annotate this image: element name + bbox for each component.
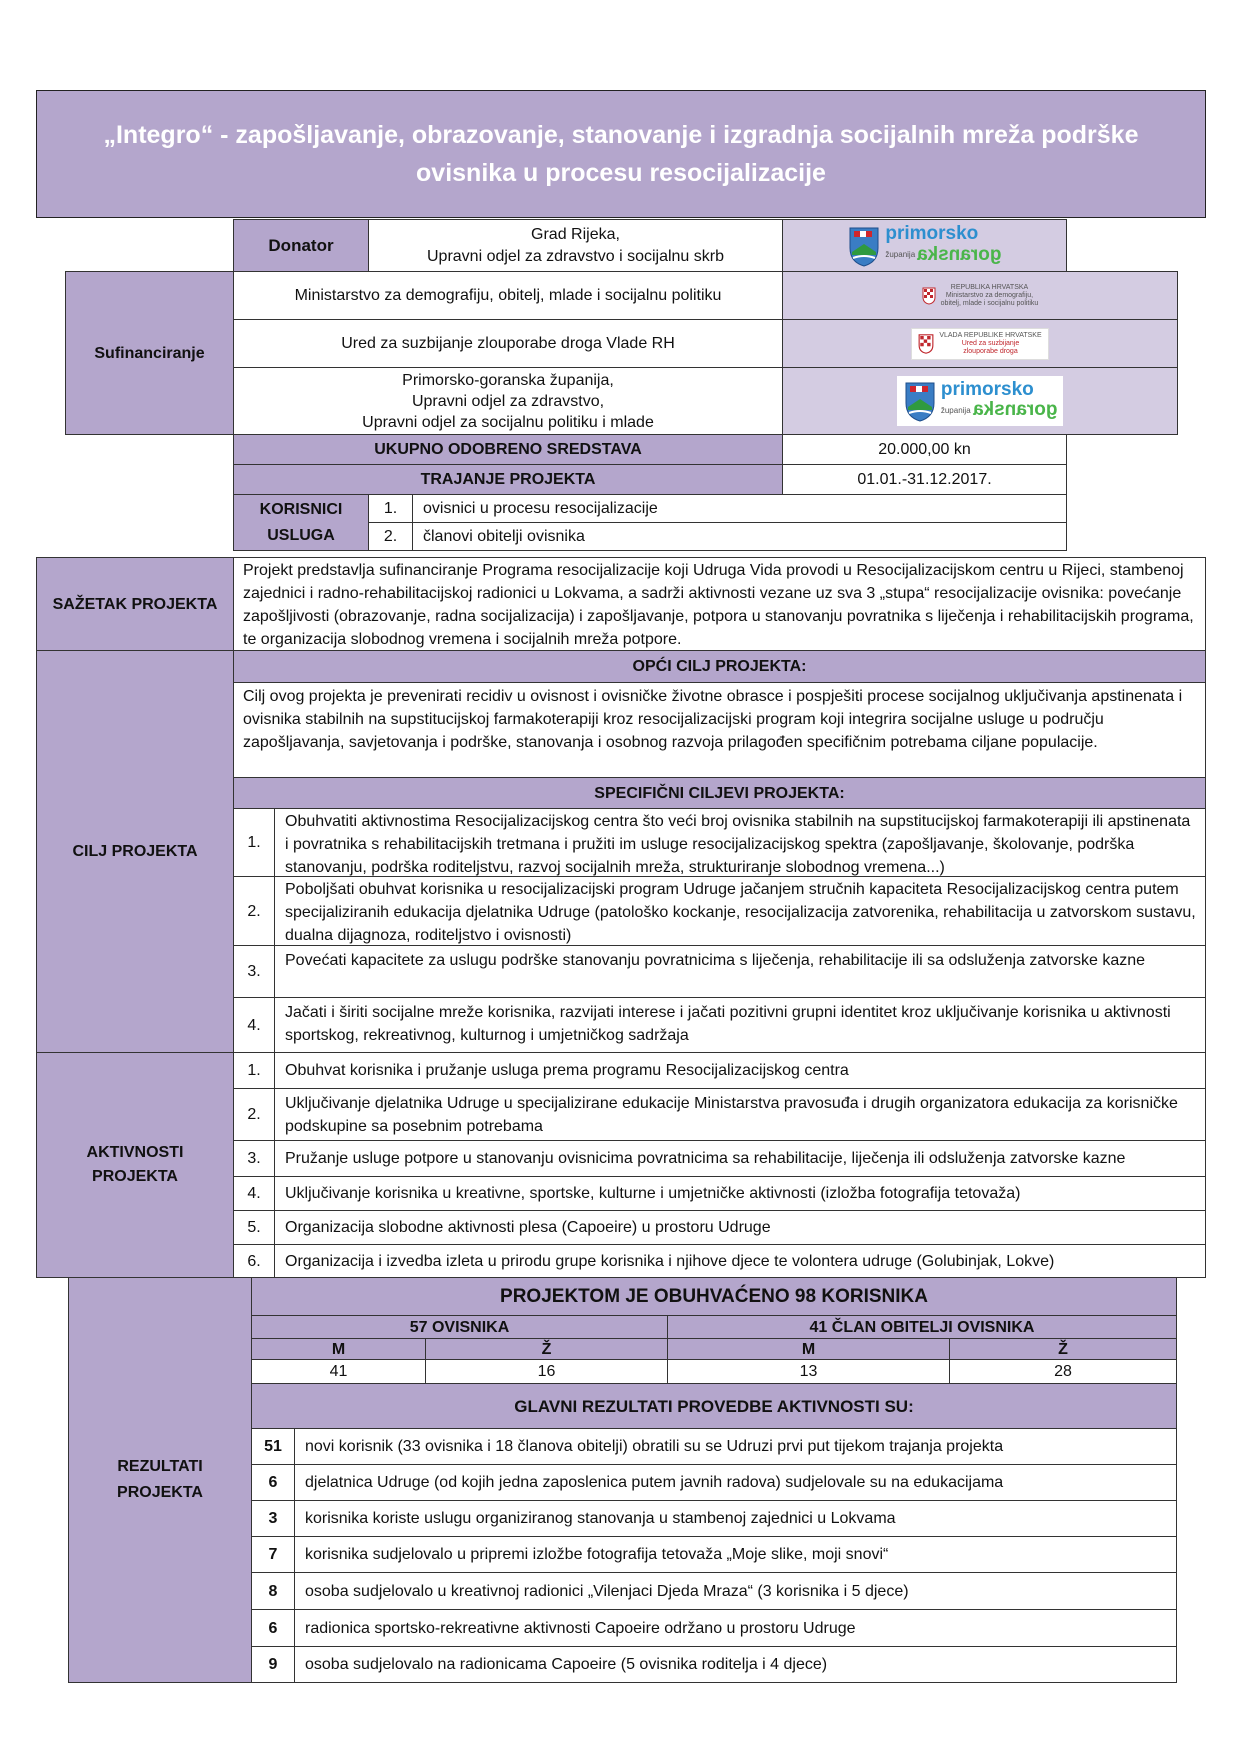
result-num-7: 9 <box>251 1646 295 1683</box>
specific-goal-num-1: 1. <box>233 808 275 877</box>
cofinancing-label: Sufinanciranje <box>65 271 234 435</box>
pgz-logo <box>847 224 1001 268</box>
ministry-logo <box>922 284 1039 308</box>
page-title <box>36 90 1206 218</box>
result-num-3: 3 <box>251 1500 295 1537</box>
activities-label <box>36 1052 234 1278</box>
funding-label: UKUPNO ODOBRENO SREDSTAVA <box>233 434 783 465</box>
specific-goal-num-2: 2. <box>233 876 275 946</box>
activity-1: Obuhvat korisnika i pružanje usluga prema programu Resocijalizacijskog centra <box>274 1052 1206 1089</box>
pgz-logo-mirror-2: goranska <box>972 399 1058 420</box>
ured-logo-cell <box>782 319 1178 368</box>
duration-label: TRAJANJE PROJEKTA <box>233 464 783 495</box>
result-7: osoba sudjelovalo na radionicama Capoeire (5 ovisnika roditelja i 4 djece) <box>294 1646 1177 1683</box>
coat-of-arms-icon <box>847 224 881 268</box>
activity-3: Pružanje usluge potpore u stanovanju ovisnicima povratnicima sa rehabilitacije, liječenja ili odsluženja zatvorske kazne <box>274 1140 1206 1177</box>
activity-num-5: 5. <box>233 1210 275 1245</box>
pgz-logo-2 <box>897 376 1063 426</box>
donor-name <box>368 219 783 272</box>
result-5: osoba sudjelovalo u kreativnoj radionici „Vilenjaci Djeda Mraza“ (3 korisnika i 5 djece) <box>294 1572 1177 1610</box>
specific-goals-heading: SPECIFIČNI CILJEVI PROJEKTA: <box>233 777 1206 809</box>
ured-logo-line1: VLADA REPUBLIKE HRVATSKE <box>939 331 1042 339</box>
ministry-logo-cell <box>782 271 1178 320</box>
ured-logo <box>911 328 1048 360</box>
pgz-logo-small-2: županija <box>940 405 971 415</box>
result-num-2: 6 <box>251 1464 295 1501</box>
result-num-6: 6 <box>251 1609 295 1647</box>
activity-2: Uključivanje djelatnika Udruge u specijalizirane edukacije Ministarstva pravosuđa i drugih organizatora edukacija za korisničke podskupine sa posebnim potrebama <box>274 1088 1206 1141</box>
results-group-addicts: 57 OVISNIKA <box>251 1315 668 1339</box>
specific-goal-1: Obuhvatiti aktivnostima Resocijalizacijskog centra što veći broj ovisnika stabilnih na supstitucijskoj farmakoterapiji ili apstinenata i povratnika s rehabilitacijskih tretmana i pružiti im usluge resocijalizacijskog spektra (zapošljavanje, školovanje, podrška stanovanju, podrška roditeljstvu, razvoj socijalnih mreža, strukturiranje slobodnog vremena...) <box>274 808 1206 877</box>
activity-num-2: 2. <box>233 1088 275 1141</box>
pgz-logo-word-2: primorsko <box>940 378 1034 400</box>
ured-logo-line3: zlouporabe droga <box>963 347 1018 355</box>
main-results-heading: GLAVNI REZULTATI PROVEDBE AKTIVNOSTI SU: <box>251 1383 1177 1429</box>
results-g2-z-header: Ž <box>949 1338 1177 1360</box>
cofinancing-pgz-line2: Upravni odjel za zdravstvo, <box>411 392 605 410</box>
results-label-text: REZULTATI PROJEKTA <box>117 1458 203 1501</box>
results-label <box>68 1277 252 1683</box>
result-2: djelatnica Udruge (od kojih jedna zaposlenica putem javnih radova) sudjelovale su na edukacijama <box>294 1464 1177 1501</box>
result-4: korisnika sudjelovalo u pripremi izložbe fotografija tetovaža „Moje slike, moji snovi“ <box>294 1536 1177 1573</box>
general-goal-heading: OPĆI CILJ PROJEKTA: <box>233 650 1206 683</box>
duration-value: 01.01.-31.12.2017. <box>782 464 1067 495</box>
activity-num-6: 6. <box>233 1244 275 1278</box>
result-num-4: 7 <box>251 1536 295 1573</box>
results-covered: PROJEKTOM JE OBUHVAĆENO 98 KORISNIKA <box>251 1277 1177 1316</box>
results-group-family: 41 ČLAN OBITELJI OVISNIKA <box>667 1315 1177 1339</box>
goal-label: CILJ PROJEKTA <box>36 650 234 1053</box>
cofinancing-pgz-line1: Primorsko-goranska županija, <box>402 371 614 389</box>
results-g1-m-header: M <box>251 1338 426 1360</box>
ministry-logo-line2: Ministarstvo za demografiju, <box>945 291 1034 299</box>
results-g2-m-header: M <box>667 1338 950 1360</box>
croatian-coat-of-arms-icon <box>922 287 936 305</box>
users-num-2: 2. <box>368 522 413 551</box>
specific-goal-num-4: 4. <box>233 997 275 1053</box>
pgz-logo-small: županija <box>885 250 916 259</box>
cofinancing-item-pgz <box>233 367 783 435</box>
croatian-coat-of-arms-icon <box>918 333 934 355</box>
specific-goal-3: Povećati kapacitete za uslugu podrške stanovanju povratnicima s liječenja, rehabilitacije ili sa odsluženja zatvorske kazne <box>274 945 1206 998</box>
ured-logo-line2: Ured za suzbijanje <box>961 339 1020 347</box>
donor-label: Donator <box>233 219 369 272</box>
users-item-1: ovisnici u procesu resocijalizacije <box>412 494 1067 523</box>
result-3: korisnika koriste uslugu organiziranog stanovanja u stambenoj zajednici u Lokvama <box>294 1500 1177 1537</box>
pgz-logo-cell-2 <box>782 367 1178 435</box>
ministry-logo-line3: obitelj, mlade i socijalnu politiku <box>940 299 1039 307</box>
summary-label: SAŽETAK PROJEKTA <box>36 557 234 651</box>
activity-5: Organizacija slobodne aktivnosti plesa (Capoeire) u prostoru Udruge <box>274 1210 1206 1245</box>
users-label: KORISNICI USLUGA <box>233 494 369 551</box>
funding-value: 20.000,00 kn <box>782 434 1067 465</box>
general-goal-text: Cilj ovog projekta je prevenirati recidiv u ovisnost i ovisničke životne obrasce i pospješiti procese socijalnog uključivanja apstinenata i ovisnika stabilnih na supstitucijskoj farmakoterapiji kroz resocijalizacijski program koji integrira socijalne usluge u području zapošljavanja, savjetovanja i podrške, stanovanja i osobnog razvoja prilagođen specifičnim potrebama ciljane populacije. <box>233 682 1206 778</box>
results-g1-z-header: Ž <box>425 1338 668 1360</box>
activity-6: Organizacija i izvedba izleta u prirodu grupe korisnika i njihove djece te volontera udruge (Golubinjak, Lokve) <box>274 1244 1206 1278</box>
pgz-logo-word: primorsko <box>885 223 979 244</box>
coat-of-arms-icon <box>903 379 937 423</box>
donor-name-line2: Upravni odjel za zdravstvo i socijalnu skrb <box>426 247 724 265</box>
result-1: novi korisnik (33 ovisnika i 18 članova obitelji) obratili su se Udruzi prvi put tijekom trajanja projekta <box>294 1428 1177 1465</box>
results-g2-z-value: 28 <box>949 1359 1177 1384</box>
ministry-logo-line1: REPUBLIKA HRVATSKA <box>950 283 1029 291</box>
page-title-text: „Integro“ - zapošljavanje, obrazovanje, stanovanje i izgradnja socijalnih mreža podrške ovisnika u procesu resocijalizacije <box>103 121 1139 187</box>
cofinancing-item-ured: Ured za suzbijanje zlouporabe droga Vlade RH <box>233 319 783 368</box>
activity-num-3: 3. <box>233 1140 275 1177</box>
donor-name-line1: Grad Rijeka, <box>531 225 620 243</box>
cofinancing-item-ministry: Ministarstvo za demografiju, obitelj, mlade i socijalnu politiku <box>233 271 783 320</box>
activity-num-1: 1. <box>233 1052 275 1089</box>
users-item-2: članovi obitelji ovisnika <box>412 522 1067 551</box>
summary-text: Projekt predstavlja sufinanciranje Programa resocijalizacije koji Udruga Vida provodi u Resocijalizacijskom centru u Rijeci, stambenoj zajednici i radno-rehabilitacijskoj radionici u Lokvama, a sadrži aktivnosti vezane uz sva 3 „stupa“ resocijalizacije ovisnika: povećanje zapošljivosti (obrazovanje, radna socijalizacija) i zapošljavanje, potpora u stanovanju povratnika s liječenja i rehabilitacijskih programa, te organizacija slobodnog vremena i socijalnih mreža potpore. <box>233 557 1206 651</box>
activity-num-4: 4. <box>233 1176 275 1211</box>
users-num-1: 1. <box>368 494 413 523</box>
result-num-1: 51 <box>251 1428 295 1465</box>
activity-4: Uključivanje korisnika u kreativne, sportske, kulturne i umjetničke aktivnosti (izložba fotografija tetovaža) <box>274 1176 1206 1211</box>
results-g2-m-value: 13 <box>667 1359 950 1384</box>
specific-goal-num-3: 3. <box>233 945 275 998</box>
result-num-5: 8 <box>251 1572 295 1610</box>
activities-label-text: AKTIVNOSTI PROJEKTA <box>86 1144 184 1185</box>
specific-goal-2: Poboljšati obuhvat korisnika u resocijalizacijski program Udruge jačanjem stručnih kapaciteta Resocijalizacijskog centra putem specijaliziranih edukacija djelatnika Udruge (patološko kockanje, resocijalizacija zatvorenika, rehabilitacija u zatvorskom sustavu, dualna dijagnoza, roditeljstvo i ovisnosti) <box>274 876 1206 946</box>
cofinancing-pgz-line3: Upravni odjel za socijalnu politiku i mlade <box>362 413 654 431</box>
specific-goal-4: Jačati i širiti socijalne mreže korisnika, razvijati interese i jačati pozitivni grupni identitet kroz uključivanje korisnika u aktivnosti sportskog, rekreativnog, kulturnog i umjetničkog sadržaja <box>274 997 1206 1053</box>
results-g1-m-value: 41 <box>251 1359 426 1384</box>
donor-logo-cell <box>782 219 1067 272</box>
results-g1-z-value: 16 <box>425 1359 668 1384</box>
pgz-logo-mirror: goranska <box>917 243 1002 265</box>
result-6: radionica sportsko-rekreativne aktivnosti Capoeire održano u prostoru Udruge <box>294 1609 1177 1647</box>
